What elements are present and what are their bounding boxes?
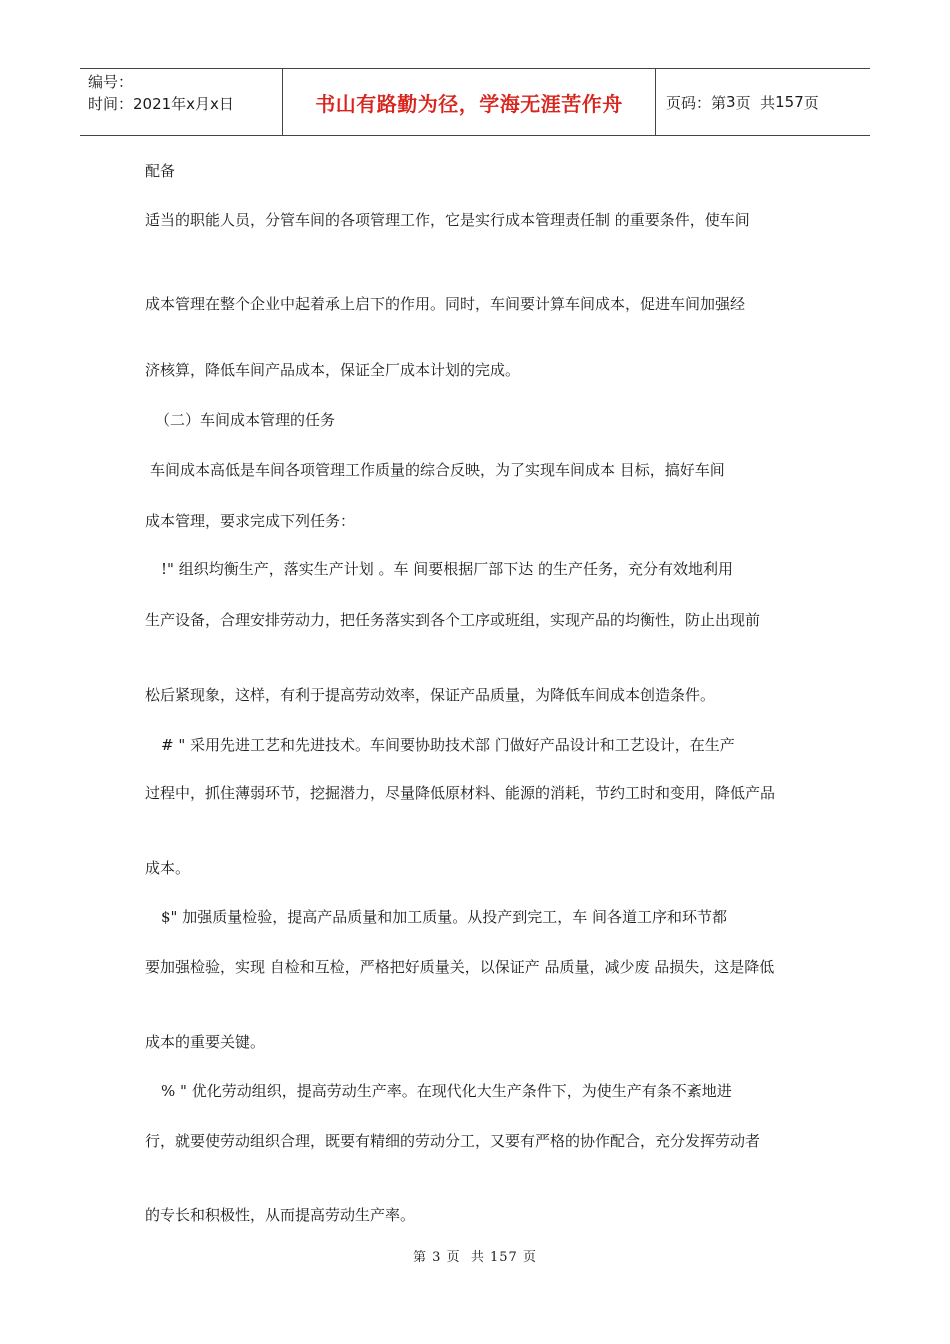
paragraph: 成本。	[145, 859, 191, 877]
page-header	[80, 68, 870, 136]
paragraph: # " 采用先进工艺和先进技术。车间要协助技术部 门做好产品设计和工艺设计，在生产	[161, 736, 735, 754]
paragraph: 松后紧现象，这样，有利于提高劳动效率，保证产品质量，为降低车间成本创造条件。	[145, 686, 716, 704]
footer-suffix: 页	[522, 1250, 537, 1265]
paragraph: 济核算，降低车间产品成本，保证全厂成本计划的完成。	[145, 361, 521, 379]
number-label: 编号：	[88, 73, 134, 91]
page-prefix: 页码：第	[666, 93, 727, 112]
page-total: 157	[775, 93, 804, 111]
paragraph: 配备	[145, 162, 176, 180]
paragraph: 成本管理，要求完成下列任务：	[145, 512, 356, 530]
header-meta	[80, 69, 282, 135]
page-footer	[0, 1246, 950, 1265]
paragraph: 成本管理在整个企业中起着承上启下的作用。同时，车间要计算车间成本，促进车间加强经	[145, 295, 746, 313]
paragraph: !" 组织均衡生产，落实生产计划 。车 间要根据厂部下达 的生产任务，充分有效地利用	[161, 560, 734, 578]
paragraph: 行，就要使劳动组织合理，既要有精细的劳动分工，又要有严格的协作配合，充分发挥劳动者	[145, 1132, 761, 1150]
paragraph: 生产设备，合理安排劳动力，把任务落实到各个工序或班组，实现产品的均衡性，防止出现前	[145, 611, 761, 629]
page-suffix: 页	[803, 93, 819, 112]
paragraph: 车间成本高低是车间各项管理工作质量的综合反映，为了实现车间成本 目标，搞好车间	[150, 461, 725, 479]
paragraph: 成本的重要关键。	[145, 1033, 266, 1051]
footer-prefix: 第	[413, 1250, 428, 1265]
page-current: 3	[726, 93, 736, 111]
section-heading: （二）车间成本管理的任务	[155, 411, 336, 429]
footer-total: 157	[490, 1250, 518, 1265]
footer-middle: 页 共	[446, 1250, 485, 1265]
paragraph: 的专长和积极性，从而提高劳动生产率。	[145, 1206, 416, 1224]
time-label: 时间：2021年x月x日	[88, 95, 234, 113]
header-page-info	[656, 69, 870, 135]
paragraph: 适当的职能人员，分管车间的各项管理工作，它是实行成本管理责任制 的重要条件，使车间	[145, 211, 750, 229]
paragraph: % " 优化劳动组织，提高劳动生产率。在现代化大生产条件下，为使生产有条不紊地进	[161, 1082, 732, 1100]
header-motto: 书山有路勤为径，学海无涯苦作舟	[282, 69, 656, 135]
page-middle: 页 共	[735, 93, 776, 112]
paragraph: 要加强检验，实现 自检和互检，严格把好质量关，以保证产 品质量，减少废 品损失，这是降低	[145, 958, 775, 976]
paragraph: $" 加强质量检验，提高产品质量和加工质量。从投产到完工，车 间各道工序和环节都	[161, 908, 727, 926]
footer-current: 3	[432, 1250, 442, 1265]
paragraph: 过程中，抓住薄弱环节，挖掘潜力，尽量降低原材料、能源的消耗，节约工时和变用，降低产品	[145, 784, 776, 802]
